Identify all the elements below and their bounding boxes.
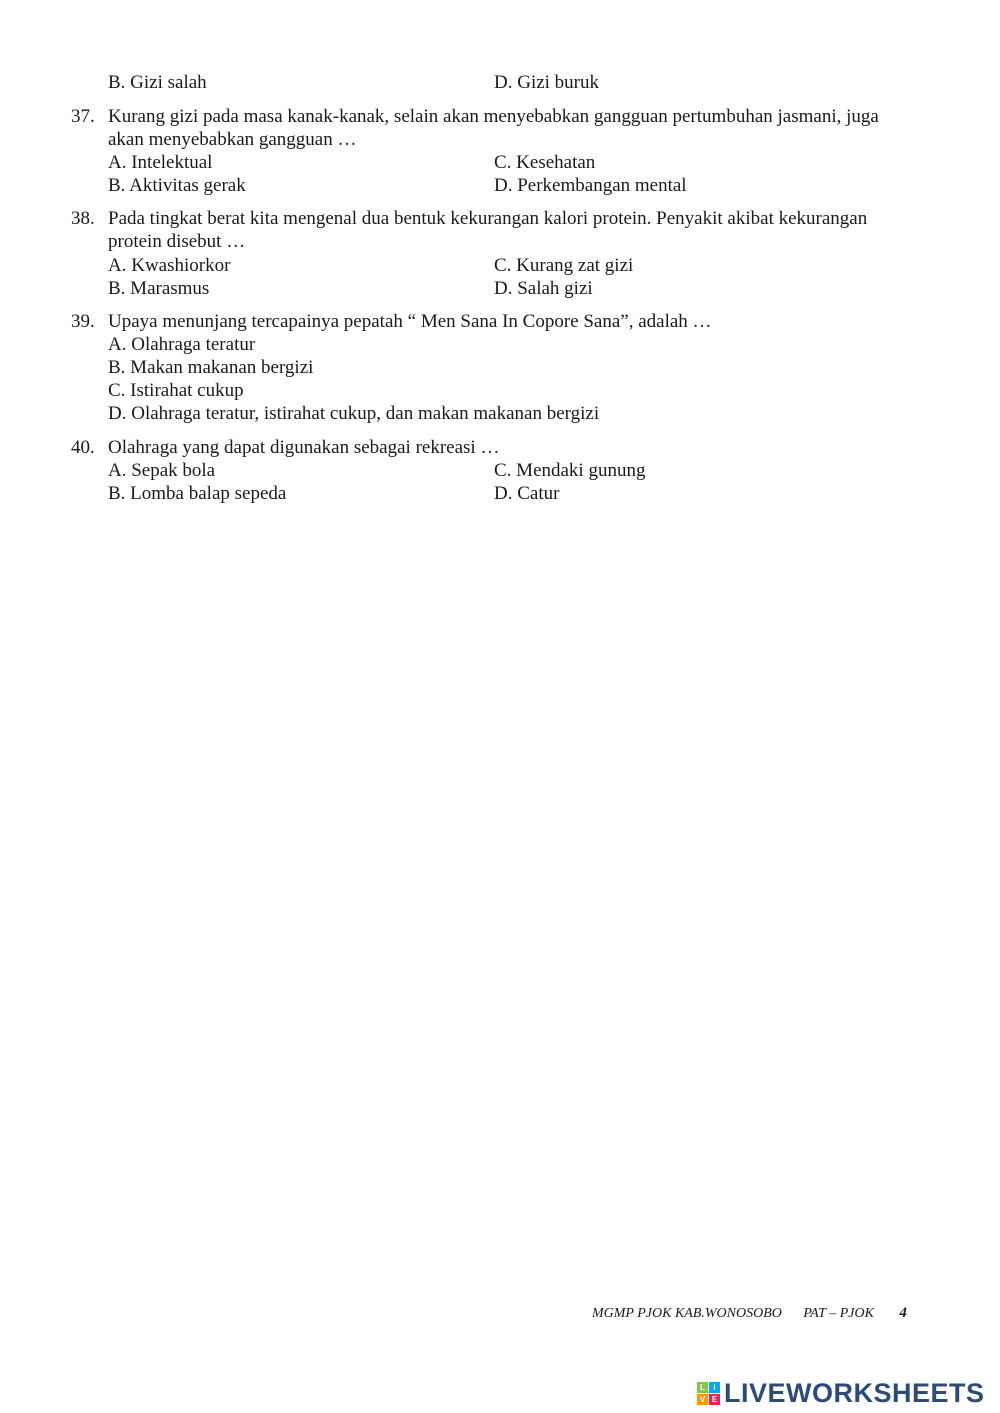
q40-option-a: A. Sepak bola bbox=[108, 460, 216, 481]
q37-option-c: C. Kesehatan bbox=[494, 152, 596, 173]
q40-option-b: B. Lomba balap sepeda bbox=[108, 483, 287, 504]
q37-option-b: B. Aktivitas gerak bbox=[108, 175, 246, 196]
q39-option-c: C. Istirahat cukup bbox=[108, 380, 244, 401]
logo-letter-e: E bbox=[709, 1394, 720, 1405]
logo-letter-v: V bbox=[697, 1394, 708, 1405]
q37-text-line2: akan menyebabkan gangguan … bbox=[108, 129, 357, 150]
page-footer bbox=[592, 1305, 907, 1322]
q38-option-c: C. Kurang zat gizi bbox=[494, 255, 634, 276]
q38-option-d: D. Salah gizi bbox=[494, 278, 593, 299]
q39-text-line1: Upaya menunjang tercapainya pepatah “ Men Sana In Copore Sana”, adalah … bbox=[108, 311, 712, 332]
q37-option-d: D. Perkembangan mental bbox=[494, 175, 687, 196]
footer-org: MGMP PJOK KAB.WONOSOBO bbox=[592, 1306, 782, 1321]
q36-option-b: B. Gizi salah bbox=[108, 72, 207, 93]
q38-option-b: B. Marasmus bbox=[108, 278, 210, 299]
footer-exam: PAT – PJOK bbox=[803, 1306, 874, 1321]
q38-number: 38. bbox=[71, 208, 95, 229]
q39-number: 39. bbox=[71, 311, 95, 332]
q40-text-line1: Olahraga yang dapat digunakan sebagai rekreasi … bbox=[108, 437, 500, 458]
q39-option-b: B. Makan makanan bergizi bbox=[108, 357, 314, 378]
footer-page-number: 4 bbox=[899, 1305, 907, 1321]
q38-text-line2: protein disebut … bbox=[108, 231, 246, 252]
q37-option-a: A. Intelektual bbox=[108, 152, 213, 173]
q38-text-line1: Pada tingkat berat kita mengenal dua bentuk kekurangan kalori protein. Penyakit akibat kekurangan bbox=[108, 208, 868, 229]
q38-option-a: A. Kwashiorkor bbox=[108, 255, 231, 276]
logo-letter-i: I bbox=[709, 1382, 720, 1393]
liveworksheets-logo-icon bbox=[697, 1382, 720, 1405]
q39-option-d: D. Olahraga teratur, istirahat cukup, dan makan makanan bergizi bbox=[108, 403, 600, 424]
brand-name: LIVEWORKSHEETS bbox=[724, 1378, 985, 1408]
q37-text-line1: Kurang gizi pada masa kanak-kanak, selain akan menyebabkan gangguan pertumbuhan jasmani, juga bbox=[108, 106, 879, 127]
q40-option-d: D. Catur bbox=[494, 483, 560, 504]
q40-option-c: C. Mendaki gunung bbox=[494, 460, 646, 481]
q37-number: 37. bbox=[71, 106, 95, 127]
q36-option-d: D. Gizi buruk bbox=[494, 72, 600, 93]
liveworksheets-watermark bbox=[697, 1378, 985, 1409]
q40-number: 40. bbox=[71, 437, 95, 458]
logo-letter-l: L bbox=[697, 1382, 708, 1393]
q39-option-a: A. Olahraga teratur bbox=[108, 334, 256, 355]
